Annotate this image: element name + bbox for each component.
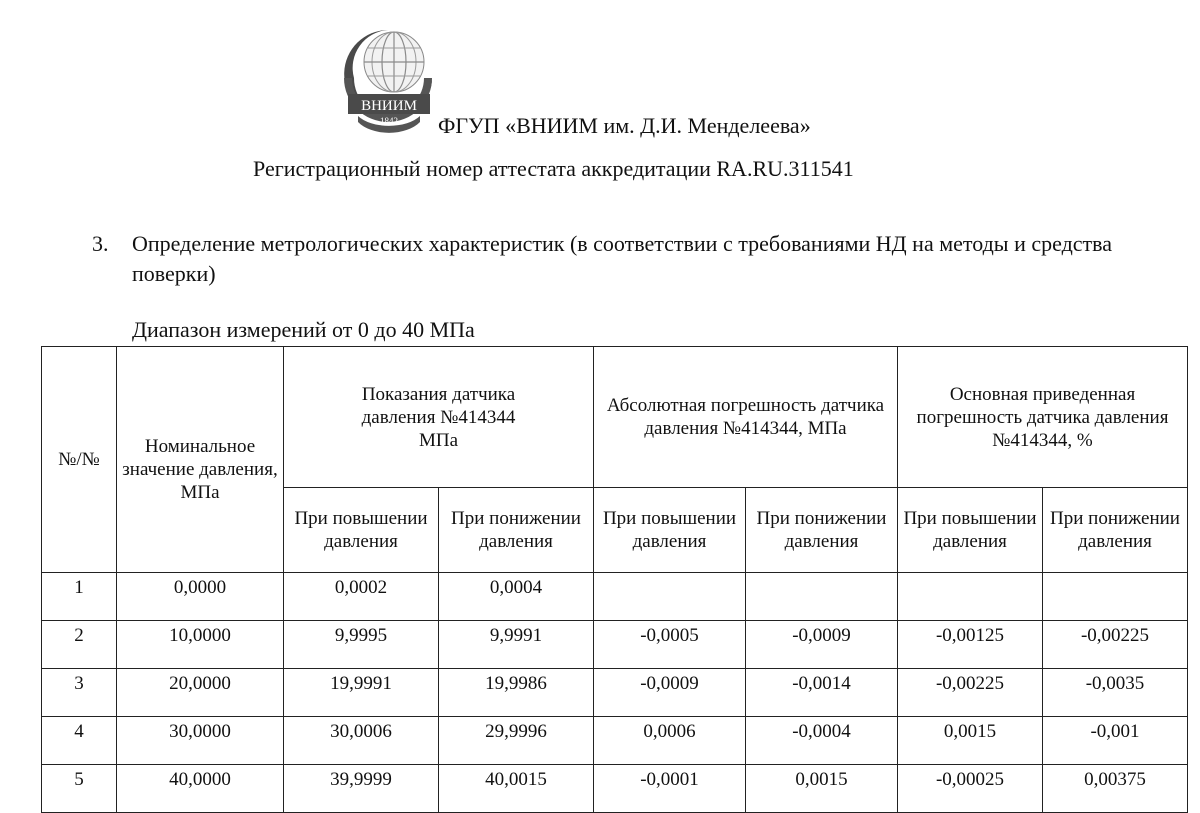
cell-nominal: 30,0000 bbox=[117, 717, 284, 765]
header-readings-decrease: При понижении давления bbox=[439, 488, 594, 573]
header-absolute-error: Абсолютная погрешность датчика давления №414344, МПа bbox=[594, 347, 898, 488]
logo-year: 1842 bbox=[380, 116, 398, 126]
cell-abs-up: 0,0006 bbox=[594, 717, 746, 765]
logo-text: ВНИИМ bbox=[361, 98, 417, 114]
cell-rel-up: -0,00025 bbox=[898, 765, 1043, 813]
table-row bbox=[42, 765, 1188, 813]
cell-reading-up: 19,9991 bbox=[284, 669, 439, 717]
cell-rel-down bbox=[1043, 573, 1188, 621]
section-number: 3. bbox=[92, 231, 109, 256]
table-row bbox=[42, 669, 1188, 717]
cell-abs-down: -0,0014 bbox=[746, 669, 898, 717]
header-abs-decrease: При понижении давления bbox=[746, 488, 898, 573]
header-rel-decrease: При понижении давления bbox=[1043, 488, 1188, 573]
cell-reading-down: 40,0015 bbox=[439, 765, 594, 813]
cell-reading-down: 29,9996 bbox=[439, 717, 594, 765]
cell-reading-up: 9,9995 bbox=[284, 621, 439, 669]
cell-abs-down: -0,0004 bbox=[746, 717, 898, 765]
cell-rel-up: -0,00125 bbox=[898, 621, 1043, 669]
header-row-groups bbox=[42, 347, 1188, 488]
cell-abs-down: 0,0015 bbox=[746, 765, 898, 813]
section-title: Определение метрологических характеристик (в соответствии с требованиями НД на методы и средства поверки) bbox=[132, 231, 1113, 286]
cell-rel-down: -0,0035 bbox=[1043, 669, 1188, 717]
header-rel-increase: При повышении давления bbox=[898, 488, 1043, 573]
cell-reading-up: 39,9999 bbox=[284, 765, 439, 813]
cell-nominal: 20,0000 bbox=[117, 669, 284, 717]
cell-number: 1 bbox=[42, 573, 117, 621]
cell-abs-up bbox=[594, 573, 746, 621]
header-readings-increase: При повышении давления bbox=[284, 488, 439, 573]
cell-abs-up: -0,0009 bbox=[594, 669, 746, 717]
cell-reading-up: 0,0002 bbox=[284, 573, 439, 621]
measurement-range-caption: Диапазон измерений от 0 до 40 МПа bbox=[132, 317, 475, 342]
cell-number: 2 bbox=[42, 621, 117, 669]
table-row bbox=[42, 717, 1188, 765]
header-nominal-pressure: Номинальное значение давления, МПа bbox=[117, 347, 284, 573]
accreditation-registration: Регистрационный номер аттестата аккредитации RA.RU.311541 bbox=[253, 156, 854, 181]
header-sensor-readings: Показания датчика давления №414344 МПа bbox=[284, 347, 594, 488]
cell-rel-up: -0,00225 bbox=[898, 669, 1043, 717]
cell-rel-down: 0,00375 bbox=[1043, 765, 1188, 813]
cell-rel-down: -0,00225 bbox=[1043, 621, 1188, 669]
cell-number: 4 bbox=[42, 717, 117, 765]
table-row bbox=[42, 621, 1188, 669]
cell-rel-up: 0,0015 bbox=[898, 717, 1043, 765]
globe-logo-icon bbox=[338, 22, 438, 134]
metrology-results-table bbox=[41, 346, 1188, 813]
header-abs-increase: При повышении давления bbox=[594, 488, 746, 573]
cell-abs-down bbox=[746, 573, 898, 621]
table-row bbox=[42, 573, 1188, 621]
cell-rel-down: -0,001 bbox=[1043, 717, 1188, 765]
cell-reading-down: 9,9991 bbox=[439, 621, 594, 669]
cell-number: 5 bbox=[42, 765, 117, 813]
cell-number: 3 bbox=[42, 669, 117, 717]
cell-reading-up: 30,0006 bbox=[284, 717, 439, 765]
cell-nominal: 40,0000 bbox=[117, 765, 284, 813]
cell-nominal: 10,0000 bbox=[117, 621, 284, 669]
cell-abs-up: -0,0005 bbox=[594, 621, 746, 669]
cell-reading-down: 19,9986 bbox=[439, 669, 594, 717]
cell-abs-down: -0,0009 bbox=[746, 621, 898, 669]
organization-name: ФГУП «ВНИИМ им. Д.И. Менделеева» bbox=[438, 113, 811, 138]
cell-abs-up: -0,0001 bbox=[594, 765, 746, 813]
cell-rel-up bbox=[898, 573, 1043, 621]
vniim-logo bbox=[338, 22, 438, 134]
header-reduced-error: Основная приведенная погрешность датчика давления №414344, % bbox=[898, 347, 1188, 488]
header-number: №/№ bbox=[42, 347, 117, 573]
cell-reading-down: 0,0004 bbox=[439, 573, 594, 621]
cell-nominal: 0,0000 bbox=[117, 573, 284, 621]
